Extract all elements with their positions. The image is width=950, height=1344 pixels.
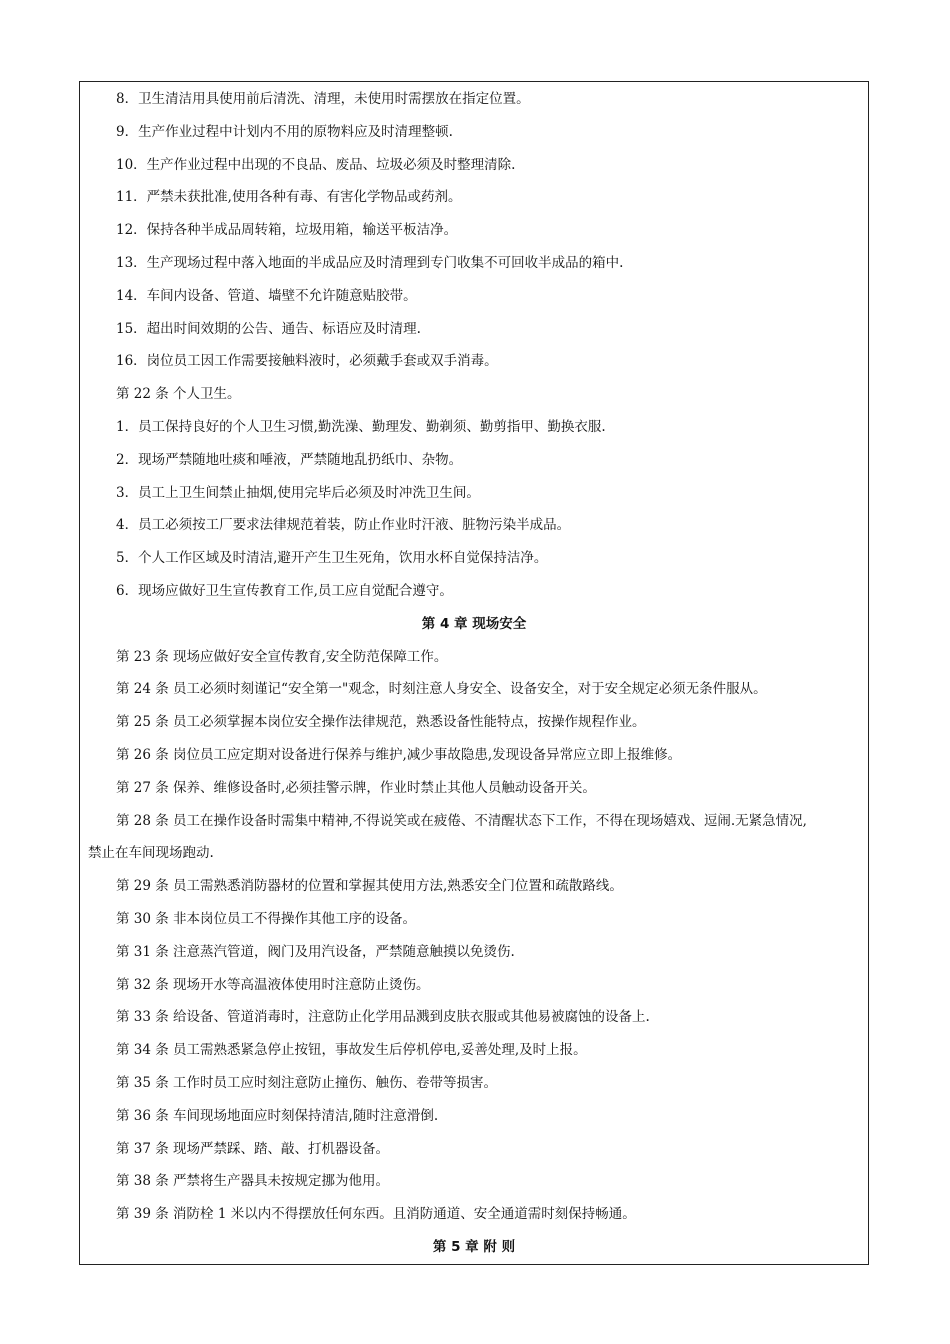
paragraph: 12．保持各种半成品周转箱，垃圾用箱，输送平板洁净。 bbox=[116, 222, 458, 239]
article: 第 23 条 现场应做好安全宣传教育,安全防范保障工作。 bbox=[116, 648, 448, 665]
article: 第 27 条 保养、维修设备时,必须挂警示牌，作业时禁止其他人员触动设备开关。 bbox=[116, 779, 596, 796]
paragraph: 2．现场严禁随地吐痰和唾液，严禁随地乱扔纸巾、杂物。 bbox=[116, 451, 463, 468]
article-continuation: 禁止在车间现场跑动. bbox=[88, 845, 214, 862]
article: 第 29 条 员工需熟悉消防器材的位置和掌握其使用方法,熟悉安全门位置和疏散路线。 bbox=[116, 878, 623, 895]
paragraph: 5．个人工作区域及时清洁,避开产生卫生死角，饮用水杯自觉保持洁净。 bbox=[116, 550, 548, 567]
chapter-heading: 第 4 章 现场安全 bbox=[421, 615, 527, 632]
paragraph: 10．生产作业过程中出现的不良品、废品、垃圾必须及时整理清除. bbox=[116, 156, 516, 173]
article: 第 38 条 严禁将生产器具未按规定挪为他用。 bbox=[116, 1173, 390, 1190]
paragraph: 11．严禁未获批准,使用各种有毒、有害化学物品或药剂。 bbox=[116, 189, 462, 206]
paragraph: 3．员工上卫生间禁止抽烟,使用完毕后必须及时冲洗卫生间。 bbox=[116, 484, 480, 501]
article: 第 34 条 员工需熟悉紧急停止按钮，事故发生后停机停电,妥善处理,及时上报。 bbox=[116, 1042, 587, 1059]
article: 第 39 条 消防栓 1 米以内不得摆放任何东西。且消防通道、安全通道需时刻保持畅通。 bbox=[116, 1206, 636, 1223]
article: 第 25 条 员工必须掌握本岗位安全操作法律规范，熟悉设备性能特点，按操作规程作业。 bbox=[116, 714, 646, 731]
article: 第 30 条 非本岗位员工不得操作其他工序的设备。 bbox=[116, 910, 417, 927]
paragraph: 16．岗位员工因工作需要接触料液时，必须戴手套或双手消毒。 bbox=[116, 353, 498, 370]
document-frame bbox=[79, 81, 869, 1265]
document-body bbox=[80, 82, 868, 1264]
article: 第 37 条 现场严禁踩、踏、敲、打机器设备。 bbox=[116, 1140, 390, 1157]
article: 第 36 条 车间现场地面应时刻保持清洁,随时注意滑倒. bbox=[116, 1107, 439, 1124]
paragraph: 14．车间内设备、管道、墙壁不允许随意贴胶带。 bbox=[116, 287, 417, 304]
paragraph: 8．卫生清洁用具使用前后清洗、清理，未使用时需摆放在指定位置。 bbox=[116, 91, 530, 107]
paragraph: 1．员工保持良好的个人卫生习惯,勤洗澡、勤理发、勤剃须、勤剪指甲、勤换衣服. bbox=[116, 418, 606, 435]
article: 第 28 条 员工在操作设备时需集中精神,不得说笑或在疲倦、不清醒状态下工作，不得在现场嬉戏、逗闹.无紧急情况, bbox=[116, 812, 807, 829]
article: 第 31 条 注意蒸汽管道，阀门及用汽设备，严禁随意触摸以免烫伤. bbox=[116, 943, 515, 960]
article: 第 26 条 岗位员工应定期对设备进行保养与维护,减少事故隐患,发现设备异常应立即上报维修。 bbox=[116, 746, 682, 763]
article: 第 35 条 工作时员工应时刻注意防止撞伤、触伤、卷带等损害。 bbox=[116, 1074, 498, 1091]
paragraph: 15．超出时间效期的公告、通告、标语应及时清理. bbox=[116, 320, 421, 337]
article: 第 33 条 给设备、管道消毒时，注意防止化学用品溅到皮肤衣服或其他易被腐蚀的设备上. bbox=[116, 1009, 650, 1026]
article: 第 24 条 员工必须时刻谨记“安全第一"观念，时刻注意人身安全、设备安全，对于安全规定必须无条件服从。 bbox=[116, 681, 767, 698]
paragraph: 13．生产现场过程中落入地面的半成品应及时清理到专门收集不可回收半成品的箱中. bbox=[116, 254, 624, 271]
paragraph: 6．现场应做好卫生宣传教育工作,员工应自觉配合遵守。 bbox=[116, 582, 453, 599]
article: 第 32 条 现场开水等高温液体使用时注意防止烫伤。 bbox=[116, 976, 430, 993]
paragraph: 4．员工必须按工厂要求法律规范着装，防止作业时汗液、脏物污染半成品。 bbox=[116, 517, 571, 534]
paragraph: 9．生产作业过程中计划内不用的原物料应及时清理整顿. bbox=[116, 123, 453, 140]
article-heading: 第 22 条 个人卫生。 bbox=[116, 386, 241, 403]
chapter-heading: 第 5 章 附 则 bbox=[432, 1238, 516, 1255]
